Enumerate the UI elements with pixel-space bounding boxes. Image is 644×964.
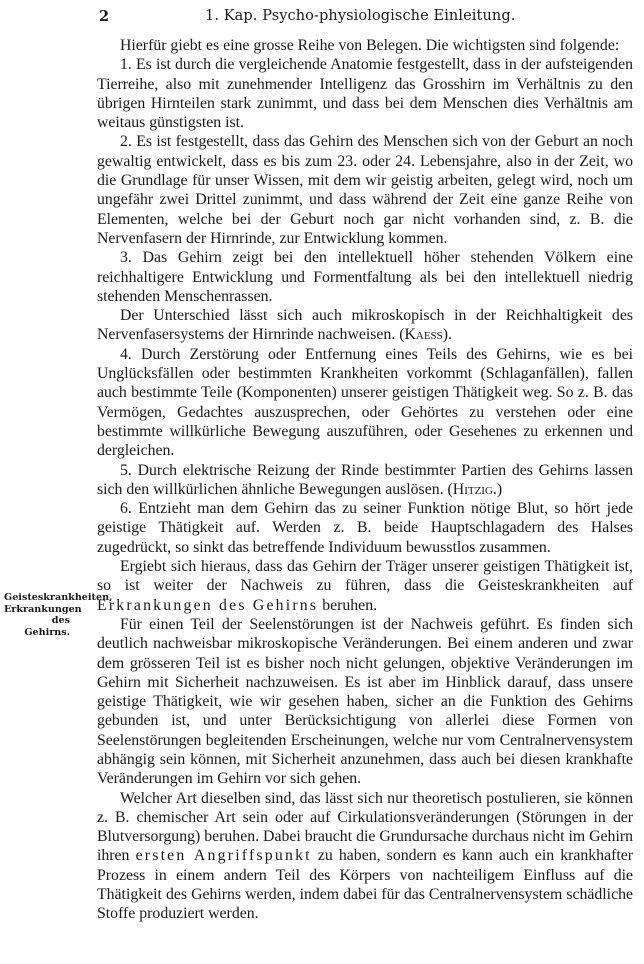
paragraph-3: 3. Das Gehirn zeigt bei den intellektuell höher stehenden Völkern eine reichhaltigere Entwicklung und Formentfaltung als bei den intellektuell niedrig stehenden Menschenrassen. — [97, 249, 633, 305]
paragraph-7-text: Ergiebt sich hieraus, dass das Gehirn der Träger unserer geistigen Thätigkeit ist, so ist weiter der Nachweis zu führen, dass die Geisteskrankheiten auf — [97, 558, 633, 595]
spaced-emphasis: Erkrankungen des Gehirns — [97, 596, 319, 614]
paragraph-intro: Hierfür giebt es eine grosse Reihe von Belegen. Die wichtigsten sind folgende: — [120, 37, 620, 54]
paragraph-3b — [97, 306, 633, 345]
margin-note: Geisteskrankheiten, Erkrankungen des Gehirns. — [4, 592, 113, 638]
paragraph-9-text: Welcher Art dieselben sind, das lässt sich nur theoretisch postulieren, sie können z. B. chemischer Art sein oder auf Cirkulationsveränderungen (Störungen in der Blutversorgung) beruhen. Dabei braucht die Grundursache durchaus nicht im Gehirn ihren — [97, 789, 633, 865]
paragraph-1: 1. Es ist durch die vergleichende Anatomie festgestellt, dass in der aufsteigenden Tierreihe, also mit zunehmender Intelligenz das Grosshirn im Verhältnis zu den übrigen Hirnteilen stark zunimmt, und dass bei dem Menschen dies Verhältnis am weitaus günstigsten ist. — [97, 56, 633, 132]
spaced-emphasis: ersten Angriffspunkt — [135, 847, 312, 865]
body-text — [97, 36, 633, 924]
running-title: 1. Kap. Psycho-physiologische Einleitung. — [205, 8, 516, 24]
paragraph-9 — [97, 789, 633, 924]
paragraph-5-text: 5. Durch elektrische Reizung der Rinde bestimmter Partien des Gehirns lassen sich den willkürlichen ähnliche Bewegungen auslösen. ( — [97, 461, 633, 498]
paragraph-7 — [97, 557, 633, 615]
paragraph-2: 2. Es ist festgestellt, dass das Gehirn des Menschen sich von der Geburt an noch gewaltig entwickelt, dass es bis zum 23. oder 24. Lebensjahre, also in der Zeit, wo die Grundlage für unser Wissen, mit dem wir geistig arbeiten, gelegt wird, noch um ungefähr zwei Drittel zunimmt, und dass während der Zeit eine ganze Reihe von Elementen, welche bei der Geburt noch gar nicht vorhanden sind, z. B. die Nervenfasern der Hirnrinde, zur Entwicklung kommen. — [97, 133, 633, 247]
paragraph-3b-end: ). — [442, 326, 453, 344]
paragraph-9-end: zu haben, sondern es kann auch ein krankhafter Prozess in einem andern Teil des Körpers von nachteiligem Einfluss auf die Thätigkeit des Gehirns werden, indem dabei für das Centralnervensystem schädliche Stoffe produziert werden. — [97, 847, 634, 923]
paragraph-5 — [97, 461, 633, 500]
citation-hitzig: Hitzig — [452, 480, 493, 498]
paragraph-4: 4. Durch Zerstörung oder Entfernung eines Teils des Gehirns, wie es bei Unglücksfällen oder bestimmten Krankheiten vorkommt (Schlaganfällen), fallen auch bestimmte Teile (Komponenten) unserer geistigen Thätigkeit weg. So z. B. das Vermögen, Gedachtes auszusprechen, oder Gehörtes zu verstehen oder eine bestimmte willkürliche Bewegung auszuführen, oder Gesehenes zu erkennen und dergleichen. — [97, 345, 633, 460]
paragraph-5-end: .) — [492, 480, 503, 498]
paragraph-7-end: beruhen. — [318, 596, 378, 614]
paragraph-3b-text: Der Unterschied lässt sich auch mikroskopisch in der Reichhaltigkeit des Nervenfasersystems der Hirnrinde nachweisen. ( — [97, 307, 633, 344]
page-header — [0, 8, 644, 32]
paragraph-8: Für einen Teil der Seelenstörungen ist der Nachweis geführt. Es finden sich deutlich nachweisbar mikroskopische Veränderungen. Bei einem anderen und zwar dem grösseren Teil ist es bisher noch nicht gelungen, objektive Veränderungen im Gehirn mit Sicherheit nachzuweisen. Es ist aber im Hinblick darauf, dass unsere geistige Thätigkeit, wie wir gesehen haben, sicher an die Funktion des Gehirns gebunden ist, und unter Berücksichtigung von allerlei diese Formen von Seelenstörungen begleitenden Erscheinungen, welche nur vom Centralnervensystem abhängig sein können, mit Sicherheit anzunehmen, dass auch bei diesen krankhafte Veränderungen im Gehirn vor sich gehen. — [97, 615, 633, 788]
page-number: 2 — [99, 8, 110, 25]
paragraph-6: 6. Entzieht man dem Gehirn das zu seiner Funktion nötige Blut, so hört jede geistige Thätigkeit auf. Werden z. B. beide Hauptschlagadern des Halses zugedrückt, so sinkt das betreffende Individuum bewusstlos zusammen. — [97, 500, 633, 556]
citation-kaess: Kaess — [404, 326, 443, 344]
